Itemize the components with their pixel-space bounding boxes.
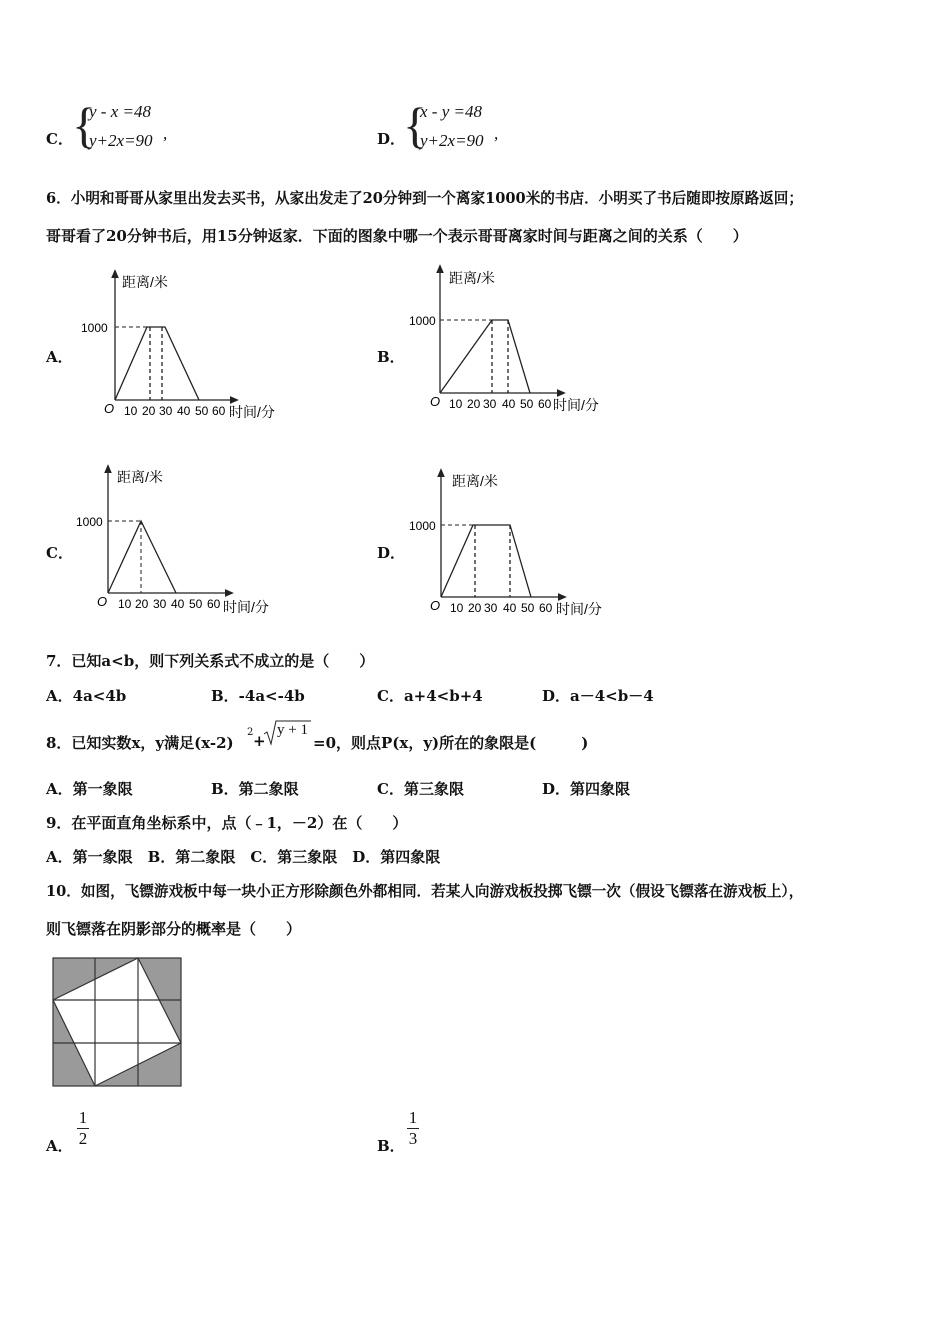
q6-chart-b-label: B． — [377, 348, 405, 366]
y-axis-label: 距离/米 — [117, 469, 163, 485]
x-tick-10: 10 — [118, 597, 132, 611]
q10-option-b-fraction — [406, 1108, 420, 1149]
x-tick-10: 10 — [124, 404, 138, 418]
origin-label: O — [97, 594, 108, 609]
q10-stem-line1: 10．如图，飞镖游戏板中每一块小正方形除颜色外都相同．若某人向游戏板投掷飞镖一次（假设飞镖落在游戏板上）， — [46, 883, 804, 900]
q7-stem: 7．已知a<b，则下列关系式不成立的是（ ） — [46, 652, 375, 670]
q6-chart-c — [76, 460, 290, 625]
origin-label: O — [430, 394, 441, 409]
x-axis-label: 时间/分 — [229, 404, 275, 420]
q5-option-d-label: D． — [377, 130, 406, 148]
fraction-denominator: 3 — [408, 1129, 418, 1148]
x-axis-label: 时间/分 — [556, 601, 602, 617]
q6-chart-a — [81, 265, 295, 425]
q5-option-c-label: C． — [46, 130, 73, 148]
fraction-numerator: 1 — [78, 1108, 88, 1127]
q6-chart-d-label: D． — [377, 544, 406, 562]
y-axis-label: 距离/米 — [449, 270, 495, 286]
y-tick-1000: 1000 — [76, 515, 103, 529]
x-tick-10: 10 — [450, 601, 464, 615]
x-tick-40: 40 — [502, 397, 516, 411]
q8-radicand: y + 1 — [277, 722, 308, 738]
q6-chart-b — [409, 260, 622, 425]
graph-line — [115, 327, 199, 400]
q10-option-a-fraction — [76, 1108, 90, 1149]
x-tick-20: 20 — [468, 601, 482, 615]
q5-option-d-eq2: y+2x=90 — [420, 131, 484, 150]
q5-option-c-eq2: y+2x=90 — [89, 131, 153, 150]
q7-option-c: C．a+4<b+4 — [377, 687, 483, 705]
q7-option-a: A．4a<4b — [46, 687, 127, 705]
q5-option-d-brace: { — [403, 97, 427, 153]
x-axis-label: 时间/分 — [553, 397, 599, 413]
x-tick-30: 30 — [159, 404, 173, 418]
q6-chart-a-label: A． — [46, 348, 73, 366]
x-tick-10: 10 — [449, 397, 463, 411]
y-tick-1000: 1000 — [81, 321, 108, 335]
q8-option-c: C．第三象限 — [377, 780, 464, 798]
x-tick-40: 40 — [503, 601, 517, 615]
q8-exponent: 2 — [247, 727, 254, 738]
x-tick-50: 50 — [189, 597, 203, 611]
q6-chart-c-label: C． — [46, 544, 73, 562]
x-axis-label: 时间/分 — [223, 599, 269, 615]
q10-dartboard — [52, 957, 182, 1087]
x-tick-60: 60 — [207, 597, 221, 611]
q10-option-a-label: A． — [46, 1137, 73, 1155]
x-tick-60: 60 — [538, 397, 552, 411]
origin-label: O — [430, 598, 441, 613]
q8-stem-post: =0，则点P(x，y)所在的象限是( ) — [313, 734, 589, 752]
q6-stem-line1: 6．小明和哥哥从家里出发去买书，从家出发走了20分钟到一个离家1000米的书店．小明买了书后随即按原路返回； — [46, 190, 803, 207]
q5-option-c-eq1: y - x =48 — [89, 102, 151, 121]
y-axis-label: 距离/米 — [122, 274, 168, 290]
y-tick-1000: 1000 — [409, 519, 436, 533]
y-axis-label: 距离/米 — [452, 473, 498, 489]
q6-chart-d — [409, 464, 623, 629]
graph-line — [440, 320, 530, 393]
x-tick-30: 30 — [484, 601, 498, 615]
fraction-denominator: 2 — [78, 1129, 88, 1148]
q10-option-b-label: B． — [377, 1137, 405, 1155]
q5-option-d-eq1: x - y =48 — [420, 102, 482, 121]
q9-stem: 9．在平面直角坐标系中，点（﹣1，－2）在（ ） — [46, 814, 408, 832]
y-tick-1000: 1000 — [409, 314, 436, 328]
q8-option-b: B．第二象限 — [211, 780, 299, 798]
x-tick-50: 50 — [195, 404, 209, 418]
x-tick-60: 60 — [539, 601, 553, 615]
x-tick-40: 40 — [171, 597, 185, 611]
x-tick-60: 60 — [212, 404, 226, 418]
fraction-numerator: 1 — [408, 1108, 418, 1127]
q10-stem-line2: 则飞镖落在阴影部分的概率是（ ） — [46, 920, 302, 938]
x-tick-50: 50 — [521, 601, 535, 615]
x-tick-20: 20 — [135, 597, 149, 611]
x-tick-20: 20 — [142, 404, 156, 418]
x-tick-20: 20 — [467, 397, 481, 411]
graph-line — [441, 525, 531, 597]
q8-option-d: D．第四象限 — [542, 780, 631, 798]
x-tick-50: 50 — [520, 397, 534, 411]
q7-option-b: B．-4a<-4b — [211, 687, 305, 705]
q6-stem-line2: 哥哥看了20分钟书后，用15分钟返家．下面的图象中哪一个表示哥哥离家时间与距离之间的关系（ ） — [46, 227, 748, 245]
x-tick-30: 30 — [153, 597, 167, 611]
q8-plus: + — [253, 732, 266, 750]
q5-option-d-tail: , — [494, 124, 499, 143]
q9-options: A．第一象限 B．第二象限 C．第三象限 D．第四象限 — [46, 848, 441, 866]
x-tick-30: 30 — [483, 397, 497, 411]
graph-line — [108, 521, 176, 593]
x-tick-40: 40 — [177, 404, 191, 418]
q7-option-d: D．a－4<b－4 — [542, 687, 654, 705]
q5-option-c-tail: , — [163, 124, 168, 143]
q5-option-c-brace: { — [72, 97, 96, 153]
q8-stem-pre: 8．已知实数x，y满足(x-2) — [46, 734, 234, 752]
origin-label: O — [104, 401, 115, 416]
q8-option-a: A．第一象限 — [46, 780, 133, 798]
